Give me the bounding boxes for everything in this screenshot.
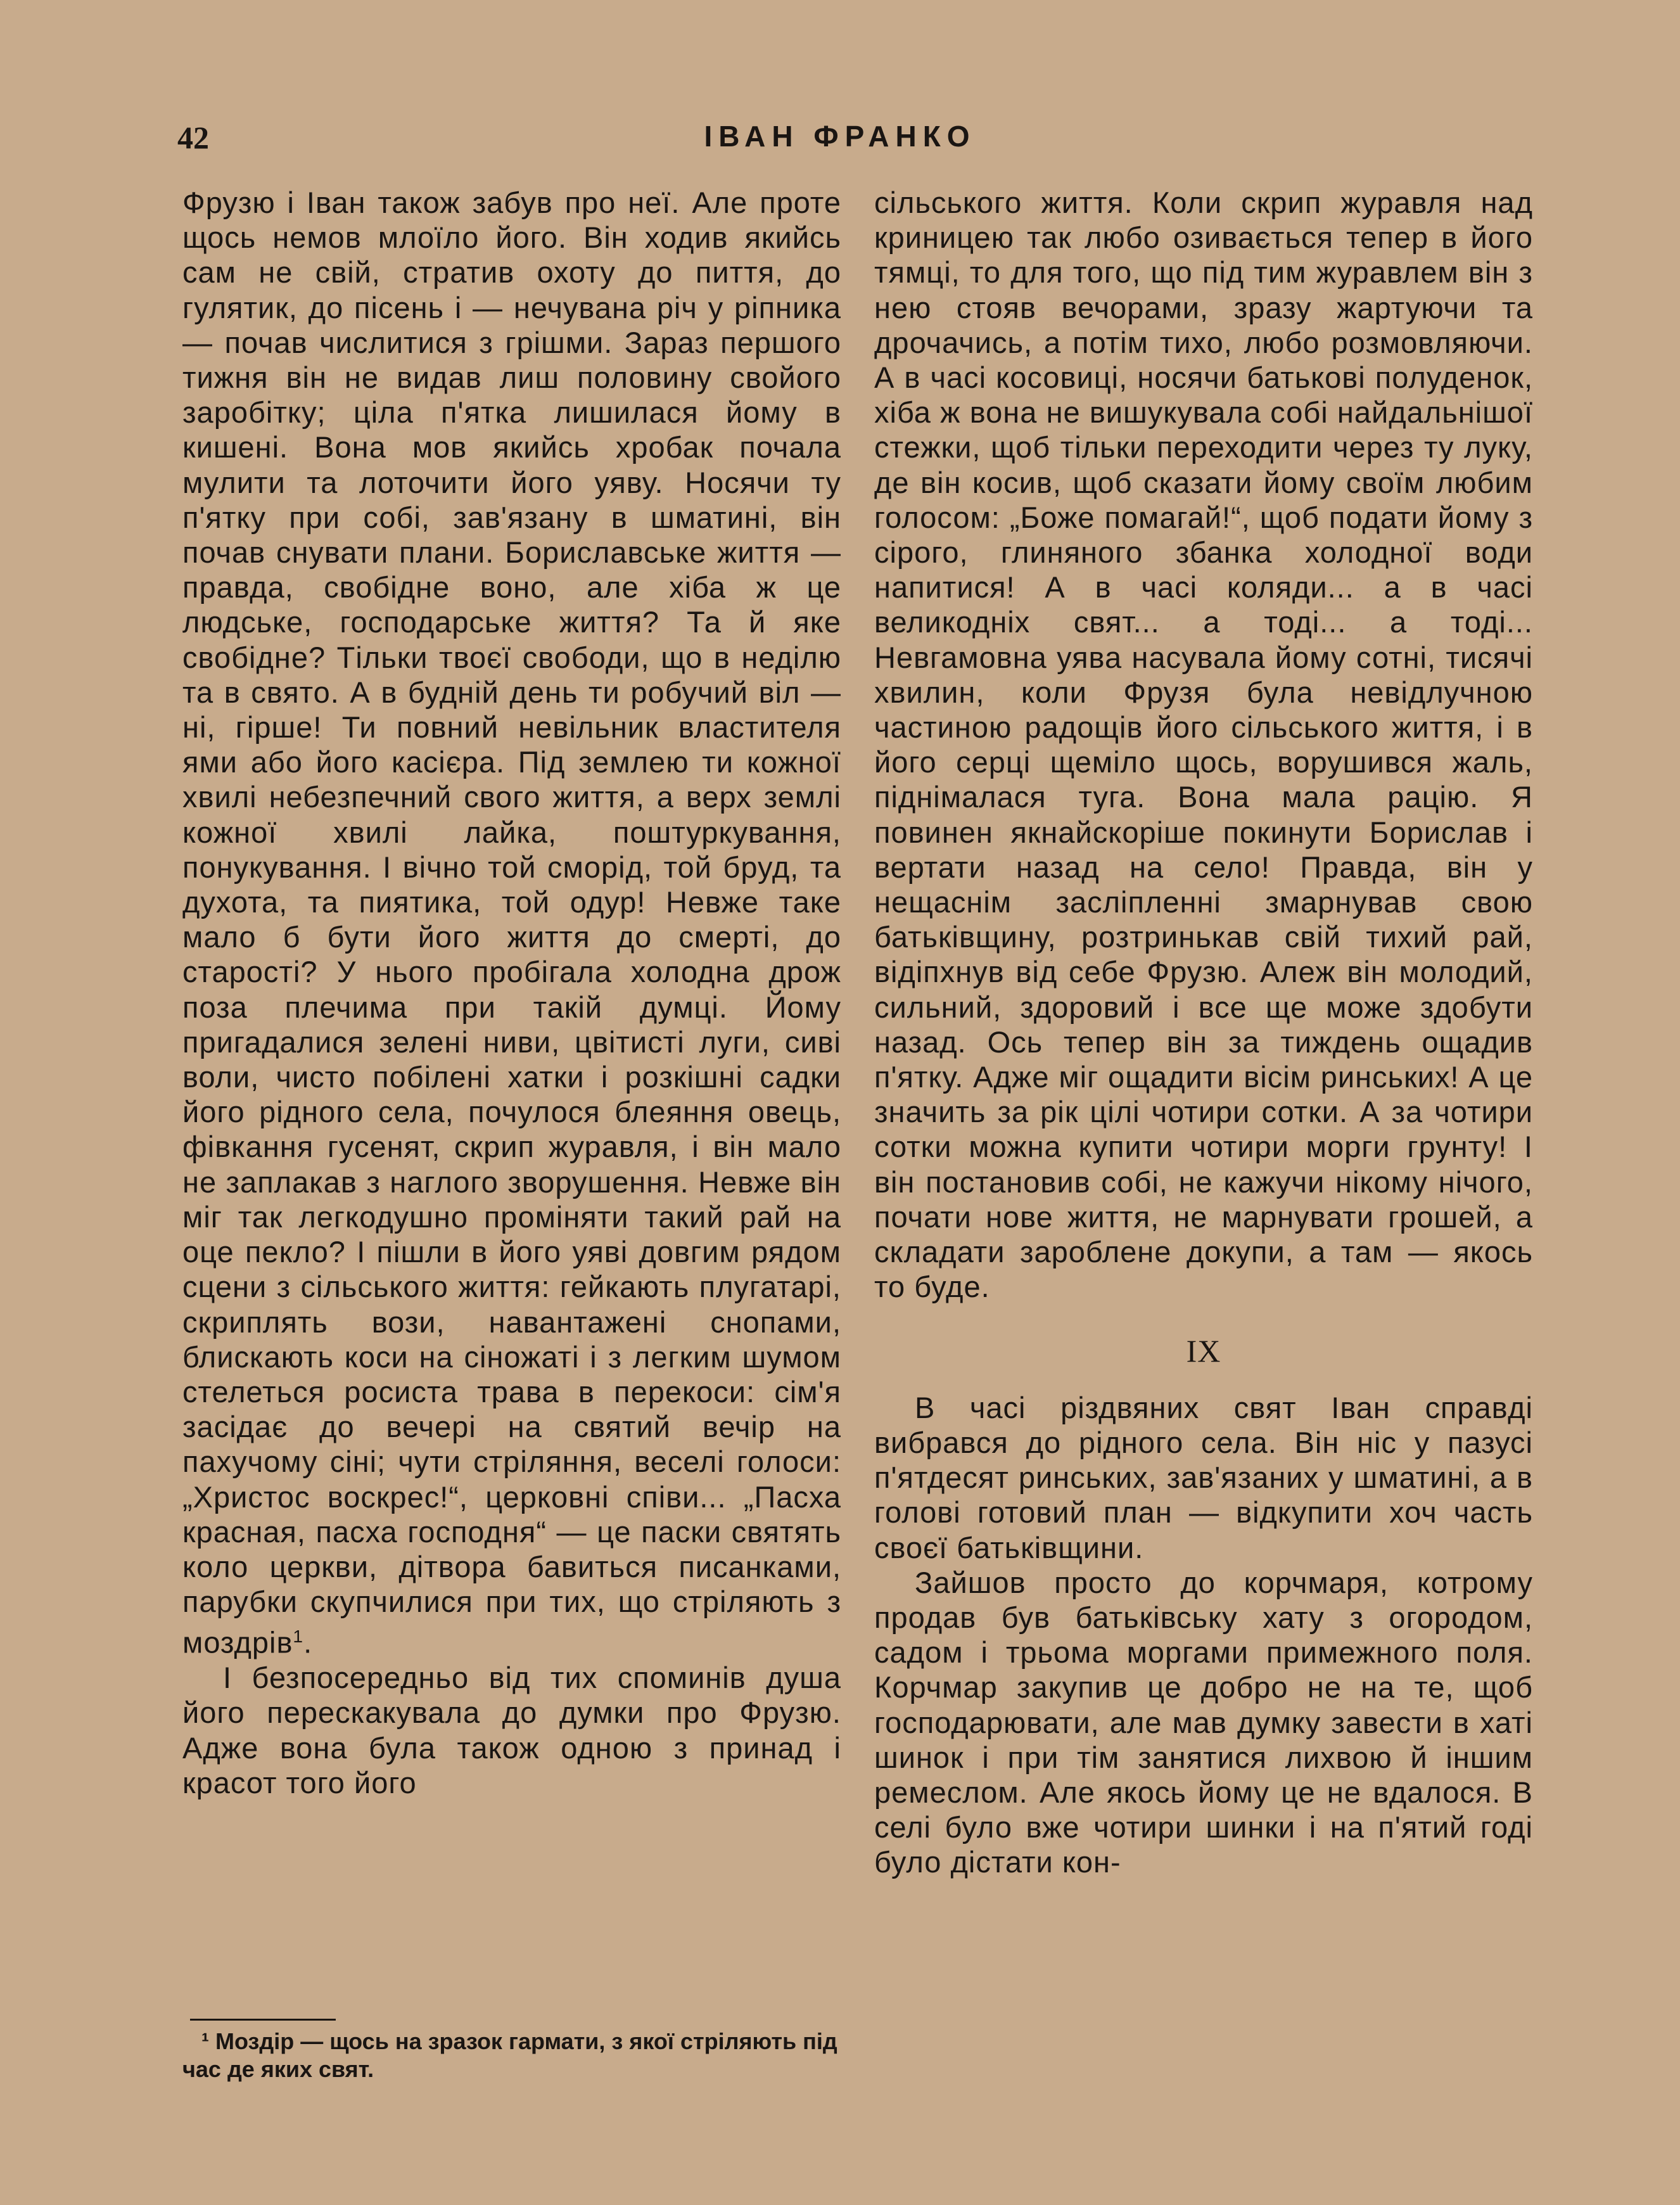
paragraph-end: . — [303, 1625, 313, 1659]
footnote — [182, 2028, 841, 2083]
left-column — [182, 185, 841, 1800]
chapter-heading: IX — [1186, 1333, 1221, 1369]
paragraph: сільського життя. Коли скрип журавля над криницею так любо озивається тепер в його тямці, то для того, що під тим журавлем він з нею стояв вечорами, зразу жартуючи та дрочачись, а потім тихо, любо розмовляючи. А в часі косовиці, носячи батькові полуденок, хіба ж вона не вишукувала собі найдальнішої стежки, щоб тільки переходити через ту луку, де він косив, щоб сказати йому своїм любим голосом: „Боже помагай!“, щоб подати йому з сірого, глиняного збанка холодної води напитися! А в часі коляди... а в часі великодніх свят... а тоді... а тоді... Невгамовна уява насувала йому сотні, тисячі хвилин, коли Фрузя була невідлучною частиною радощів його сільського життя, і в його серці щеміло щось, ворушився жаль, піднімалася туга. Вона мала рацію. Я повинен якнайскоріше покинути Борислав і вертати назад на село! Правда, він у нещаснім засліпленні змарнував свою батьківщину, розтринькав свій тихий рай, відіпхнув від себе Фрузю. Алеж він молодий, сильний, здоровий і все ще може здобути назад. Ось тепер він за тиждень ощадив п'ятку. Адже міг ощадити вісім ринських! А це значить за рік цілі чотири сотки. А за чотири сотки можна купити чотири морги грунту! І він постановив собі, не кажучи нікому нічого, почати нове життя, не марнувати грошей, а складати зароблене докупи, а там — якось то буде. — [874, 186, 1533, 1304]
paragraph: І безпосередньо від тих споминів душа його перескакувала до думки про Фрузю. Адже вона була також одною з принад і красот того його — [182, 1661, 841, 1799]
paragraph: Зайшов просто до корчмаря, котрому продав був батьківську хату з огородом, садом і трьома моргами примежного поля. Корчмар закупив це добро не на те, щоб господарювати, але мав думку завести в хаті шинок і при тім занятися лихвою й іншим ремеслом. Але якось йому це не вдалося. В селі було вже чотири шинки і на п'ятий годі було дістати кон- — [874, 1565, 1533, 1879]
footnote-divider — [190, 2019, 336, 2021]
running-title: ІВАН ФРАНКО — [704, 120, 976, 153]
footnote-reference: 1 — [293, 1626, 304, 1647]
paragraph-text: Фрузю і Іван також забув про неї. Але проте щось немов млоїло його. Він ходив якийсь сам не свій, стратив охоту до пиття, до гулятик, до пісень і — нечувана річ у ріпника — почав числитися з грішми. Зараз першого тижня він не видав лиш половину свойого заробітку; ціла п'ятка лишилася йому в кишені. Вона мов якийсь хробак почала мулити та лоточити його уяву. Носячи ту п'ятку при собі, зав'язану в шматині, він почав снувати плани. Бориславське життя — правда, свобідне воно, але хіба ж це людське, господарське життя? Та й яке свобідне? Тільки твоєї свободи, що в неділю та в свято. А в будній день ти робучий віл — ні, гірше! Ти повний невільник властителя ями або його касієра. Під землею ти кожної хвилі небезпечний свого життя, а верх землі кожної хвилі лайка, поштуркування, понукування. І вічно той сморід, той бруд, та духота, та пиятика, той одур! Невже таке мало б бути його життя до смерті, до старості? У нього пробігала холодна дрож поза плечима при такій думці. Йому пригадалися зелені ниви, цвітисті луги, сиві воли, чисто побілені хатки і розкішні садки його рідного села, почулося блеяння овець, фівкання гусенят, скрип журавля, і він мало не заплакав з наглого зворушення. Невже він міг так легкодушно проміняти такий рай на оце пекло? І пішли в його уяві довгим рядом сцени з сільського життя: гейкають плугатарі, скриплять вози, навантажені снопами, блискають коси на сіножаті і з легким шумом стелеться росиста трава в перекоси: сім'я засідає до вечері на святий вечір на пахучому сіні; чути стріляння, веселі голоси: „Христос воскрес!“, церковні співи... „Пасха красная, пасха господня“ — це паски святять коло церкви, дітвора бавиться писанками, парубки скупчилися при тих, що стріляють з моздрів — [182, 186, 841, 1659]
right-column — [874, 185, 1533, 1880]
page-number: 42 — [177, 120, 209, 155]
paragraph: В часі різдвяних свят Іван справді вибрався до рідного села. Він ніс у пазусі п'ятдесят ринських, зав'язаних у шматині, а в голові готовий план — відкупити хоч часть своєї батьківщини. — [874, 1390, 1533, 1564]
footnote-text: Моздір — щось на зразок гармати, з якої стріляють під час де яких свят. — [182, 2028, 837, 2082]
footnote-mark: ¹ — [201, 2028, 209, 2054]
paragraph — [182, 185, 841, 1660]
